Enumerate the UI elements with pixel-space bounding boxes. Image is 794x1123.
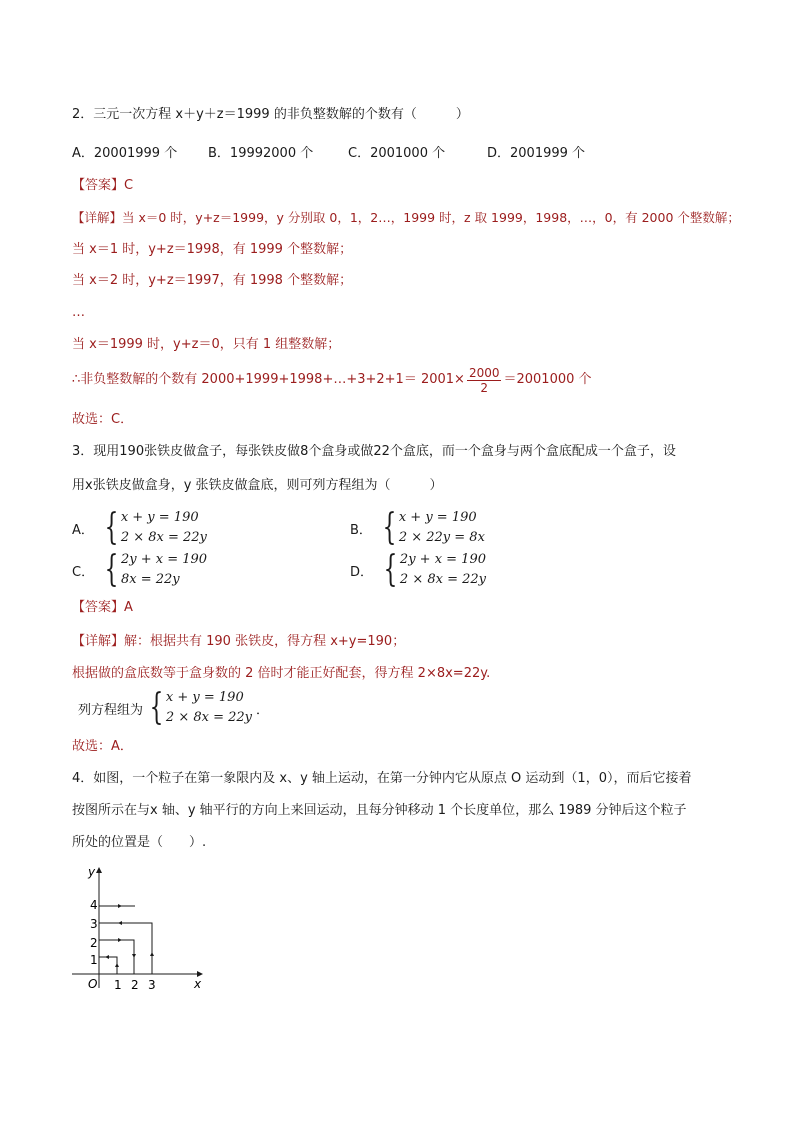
q3-option-a xyxy=(72,508,207,548)
q3-option-label: B． xyxy=(350,522,372,538)
q2-sum-numerator: 2000 xyxy=(468,365,500,380)
q2-detail-line: … xyxy=(72,305,85,320)
q2-answer: 【答案】C xyxy=(72,178,134,193)
path-segment xyxy=(99,923,152,974)
q3-option-eq: 2 × 8x = 22y xyxy=(399,572,486,587)
q3-stem-line1: 3．现用190张铁皮做盒子，每张铁皮做8个盒身或做22个盒底，而一个盒身与两个盒底配成一个盒子，设 xyxy=(72,444,676,459)
q2-sum-line xyxy=(72,362,592,398)
q3-system-eq: x + y = 190 xyxy=(165,690,244,705)
arrow-left-icon xyxy=(118,921,122,925)
arrow-up-icon xyxy=(150,952,154,956)
q3-option-label: D． xyxy=(350,564,374,580)
q2-stem: 2．三元一次方程 x＋y＋z＝1999 的非负整数解的个数有（ ） xyxy=(72,107,469,122)
q2-option-b: B．19992000 个 xyxy=(208,146,314,161)
q3-option-eq: x + y = 190 xyxy=(120,510,199,525)
brace-symbol: { xyxy=(104,549,119,590)
q4-stem-line3: 所处的位置是（ ）. xyxy=(72,835,207,850)
q3-system-eq: 2 × 8x = 22y xyxy=(165,710,252,725)
path-segment xyxy=(99,957,117,974)
q3-option-eq: 2 × 8x = 22y xyxy=(120,530,207,545)
y-tick-label: 4 xyxy=(90,898,98,912)
brace-symbol: { xyxy=(382,507,397,548)
x-tick-label: 3 xyxy=(148,978,156,992)
q3-option-b xyxy=(350,508,485,548)
q3-choose: 故选：A． xyxy=(72,739,133,754)
q3-system-label: 列方程组为 xyxy=(78,702,144,718)
x-tick-label: 2 xyxy=(131,978,139,992)
brace-symbol: { xyxy=(149,687,164,728)
arrow-right-icon xyxy=(118,904,122,908)
x-tick-label: 1 xyxy=(114,978,122,992)
q3-option-label: C． xyxy=(72,564,95,580)
q3-option-eq: 2 × 22y = 8x xyxy=(398,530,485,545)
q3-stem-line2: 用x张铁皮做盒身，y 张铁皮做盒底，则可列方程组为（ ） xyxy=(72,478,443,493)
q3-detail-line1: 【详解】解：根据共有 190 张铁皮，得方程 x+y=190； xyxy=(72,634,406,649)
direction-arrows xyxy=(105,904,154,967)
q2-detail-line: 当 x＝1999 时，y+z＝0，只有 1 组整数解； xyxy=(72,337,341,352)
brace-symbol: { xyxy=(104,507,119,548)
q3-option-c xyxy=(72,550,207,590)
q2-detail-line: 【详解】当 x＝0 时，y+z＝1999，y 分别取 0，1，2…，1999 时，z 取 1999，1998，…，0，有 2000 个整数解； xyxy=(72,210,740,225)
q2-option-d: D．2001999 个 xyxy=(487,146,586,161)
q4-stem-line2: 按图所示在与x 轴、y 轴平行的方向上来回运动，且每分钟移动 1 个长度单位，那么 1989 分钟后这个粒子 xyxy=(72,803,687,818)
q3-option-eq: 8x = 22y xyxy=(120,572,180,587)
q3-option-eq: x + y = 190 xyxy=(398,510,477,525)
arrow-up-icon xyxy=(115,963,119,967)
y-tick-label: 2 xyxy=(90,936,98,950)
q2-sum-suffix: ＝2001000 个 xyxy=(503,372,592,387)
q2-detail-line: 当 x＝2 时，y+z＝1997，有 1998 个整数解； xyxy=(72,273,353,288)
y-axis-label: y xyxy=(88,865,96,879)
q3-option-eq: 2y + x = 190 xyxy=(120,552,208,567)
q3-option-eq: 2y + x = 190 xyxy=(399,552,486,567)
q2-option-c: C．2001000 个 xyxy=(348,146,446,161)
q3-system xyxy=(78,688,269,728)
q2-option-a: A．20001999 个 xyxy=(72,146,178,161)
x-axis-label: x xyxy=(194,977,202,991)
q2-choose: 故选：C． xyxy=(72,412,134,427)
q3-detail-line2: 根据做的盒底数等于盒身数的 2 倍时才能正好配套，得方程 2×8x=22y. xyxy=(72,666,491,681)
y-tick-label: 3 xyxy=(90,917,98,931)
particle-path-figure xyxy=(72,862,222,992)
q3-option-label: A． xyxy=(72,522,94,538)
q2-sum-prefix: ∴非负整数解的个数有 2000+1999+1998+…+3+2+1＝ 2001× xyxy=(72,372,465,387)
brace-symbol: { xyxy=(383,549,398,590)
arrow-left-icon xyxy=(105,955,109,959)
arrow-down-icon xyxy=(132,954,136,958)
y-tick-label: 1 xyxy=(90,953,98,967)
q3-option-d xyxy=(350,550,486,590)
arrow-right-icon xyxy=(118,938,122,942)
q2-detail-line: 当 x＝1 时，y+z＝1998，有 1999 个整数解； xyxy=(72,242,353,257)
particle-path xyxy=(99,906,152,974)
q2-sum-denominator: 2 xyxy=(480,380,489,395)
q3-answer: 【答案】A xyxy=(72,600,133,615)
origin-label: O xyxy=(88,977,98,991)
q4-stem-line1: 4．如图，一个粒子在第一象限内及 x、y 轴上运动，在第一分钟内它从原点 O 运动到（1，0），而后它接着 xyxy=(72,771,692,786)
q3-system-end: ． xyxy=(256,702,270,718)
q2-sum-fraction xyxy=(467,366,502,395)
